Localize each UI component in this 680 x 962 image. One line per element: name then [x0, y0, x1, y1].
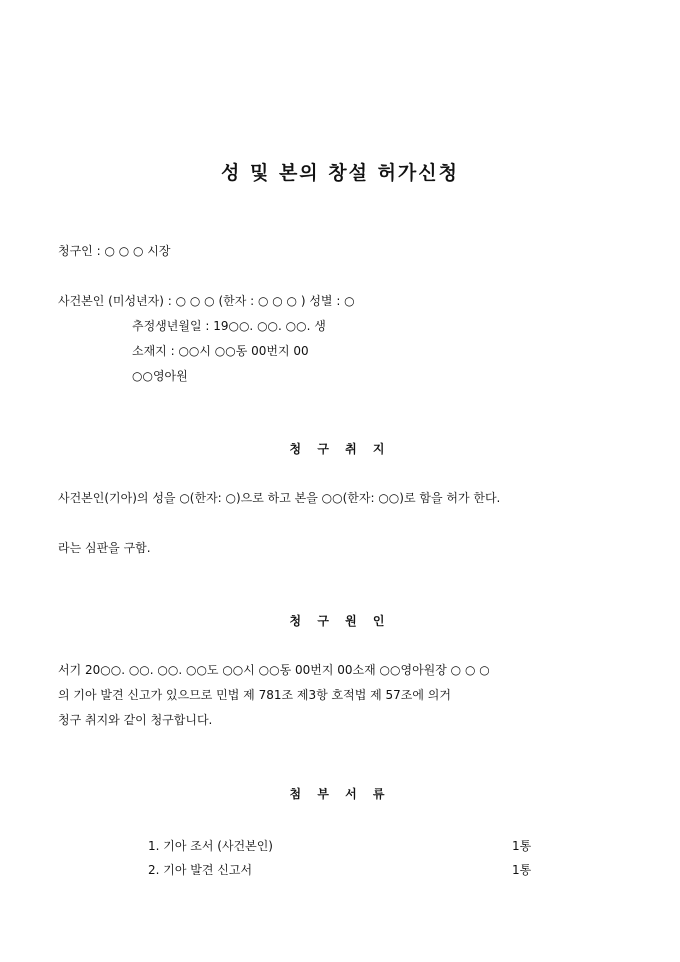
principal-facility: ○○영아원 [132, 369, 188, 383]
purpose-text: 사건본인(기아)의 성을 ○(한자: ○)으로 하고 본을 ○○(한자: ○○)로 함을 허가 한다. [58, 491, 501, 505]
principal-birthdate: 추정생년월일 : 19○○. ○○. ○○. 생 [132, 319, 326, 333]
principal-line: 사건본인 (미성년자) : ○ ○ ○ (한자 : ○ ○ ○ ) 성별 : ○ [58, 294, 355, 308]
principal-address: 소재지 : ○○시 ○○동 00번지 00 [132, 344, 309, 358]
cause-heading: 청 구 원 인 [289, 614, 391, 628]
claimant-line: 청구인 : ○ ○ ○ 시장 [58, 244, 171, 258]
attachment-item-2: 2. 기아 발견 신고서 [148, 863, 253, 877]
cause-line-1: 서기 20○○. ○○. ○○. ○○도 ○○시 ○○동 00번지 00소재 ○○영아원장 ○ ○ ○ [58, 663, 490, 677]
attachments-heading: 첨 부 서 류 [289, 787, 391, 801]
attachment-count-2: 1통 [512, 863, 532, 877]
purpose-heading: 청 구 취 지 [289, 442, 391, 456]
attachment-item-1: 1. 기아 조서 (사건본인) [148, 839, 273, 853]
cause-line-3: 청구 취지와 같이 청구합니다. [58, 713, 213, 727]
cause-line-2: 의 기아 발견 신고가 있으므로 민법 제 781조 제3항 호적법 제 57조에 의거 [58, 688, 451, 702]
attachment-count-1: 1통 [512, 839, 532, 853]
document-title: 성 및 본의 창설 허가신청 [221, 162, 459, 184]
purpose-closing: 라는 심판을 구함. [58, 541, 151, 555]
